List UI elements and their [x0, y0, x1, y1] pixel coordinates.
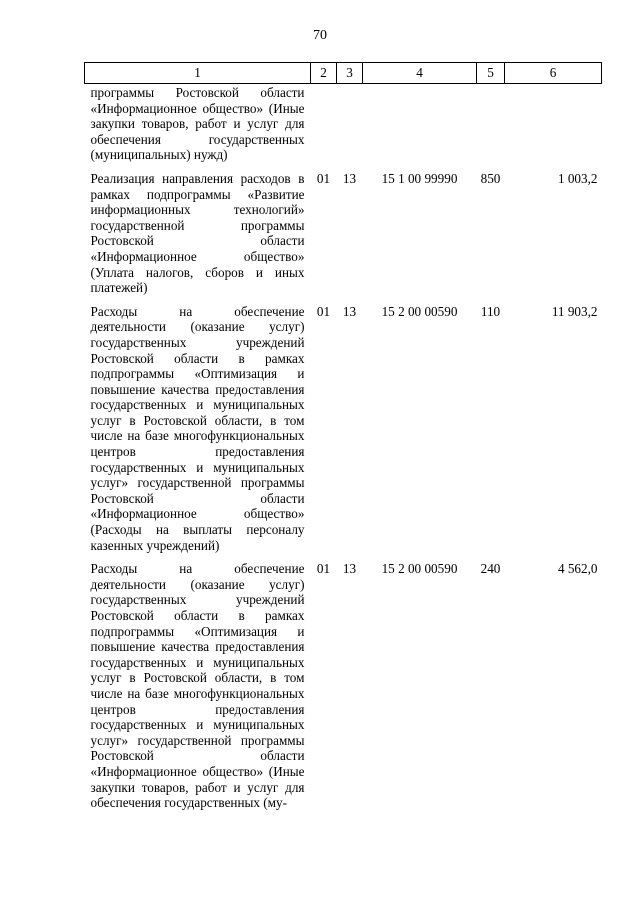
table-row	[85, 296, 602, 554]
row-amount	[505, 84, 602, 163]
row-amount: 1 003,2	[557, 170, 598, 186]
table-row	[85, 84, 602, 163]
row-section: 01	[316, 170, 331, 186]
row-section: 01	[316, 303, 331, 319]
table-header	[85, 63, 602, 84]
header-col-2: 2	[311, 63, 337, 84]
table-body	[85, 84, 602, 811]
header-col-3: 3	[337, 63, 363, 84]
row-amount: 11 903,2	[551, 303, 598, 319]
row-amount: 4 562,0	[557, 561, 598, 577]
row-expense-type: 850	[480, 170, 501, 186]
row-section	[311, 84, 337, 163]
row-description: Расходы на обеспечение деятельности (оказание услуг) государственных учреждений Ростовской области в рамках подпрограммы «Оптимизация и повышение качества предоставления государственных и муниципальных услуг в Ростовской области, в том числе на базе многофункциональных центров предоставления государственных и муниципальных услуг» государственной программы Ростовской области «Информационное общество» (Расходы на выплаты персоналу казенных учреждений)	[90, 303, 305, 553]
row-target-code: 15 2 00 00590	[381, 303, 458, 319]
row-description: Реализация направления расходов в рамках подпрограммы «Развитие информационных технологий» государственной программы Ростовской области «Информационное общество» (Уплата налогов, сборов и иных платежей)	[90, 170, 305, 296]
header-col-1: 1	[85, 63, 311, 84]
row-target-code	[363, 84, 477, 163]
row-expense-type: 110	[480, 303, 501, 319]
row-description: программы Ростовской области «Информационное общество» (Иные закупки товаров, работ и услуг для обеспечения государственных (муниципальных) нужд)	[90, 85, 305, 163]
header-col-5: 5	[477, 63, 505, 84]
budget-table	[84, 62, 602, 811]
row-expense-type	[477, 84, 505, 163]
header-row	[85, 63, 602, 84]
row-section: 01	[316, 561, 331, 577]
row-subsection	[337, 84, 363, 163]
header-col-6: 6	[505, 63, 602, 84]
row-subsection: 13	[342, 170, 357, 186]
table-row	[85, 553, 602, 811]
header-col-4: 4	[363, 63, 477, 84]
row-subsection: 13	[342, 303, 357, 319]
row-subsection: 13	[342, 561, 357, 577]
table-row	[85, 163, 602, 296]
row-target-code: 15 2 00 00590	[381, 561, 458, 577]
row-expense-type: 240	[480, 561, 501, 577]
page-number: 70	[313, 28, 327, 43]
row-description: Расходы на обеспечение деятельности (оказание услуг) государственных учреждений Ростовской области в рамках подпрограммы «Оптимизация и повышение качества предоставления государственных и муниципальных услуг в Ростовской области, в том числе на базе многофункциональных центров предоставления государственных и муниципальных услуг» государственной программы Ростовской области «Информационное общество» (Иные закупки товаров, работ и услуг для обеспечения государственных (му-	[90, 561, 305, 811]
row-target-code: 15 1 00 99990	[381, 170, 458, 186]
